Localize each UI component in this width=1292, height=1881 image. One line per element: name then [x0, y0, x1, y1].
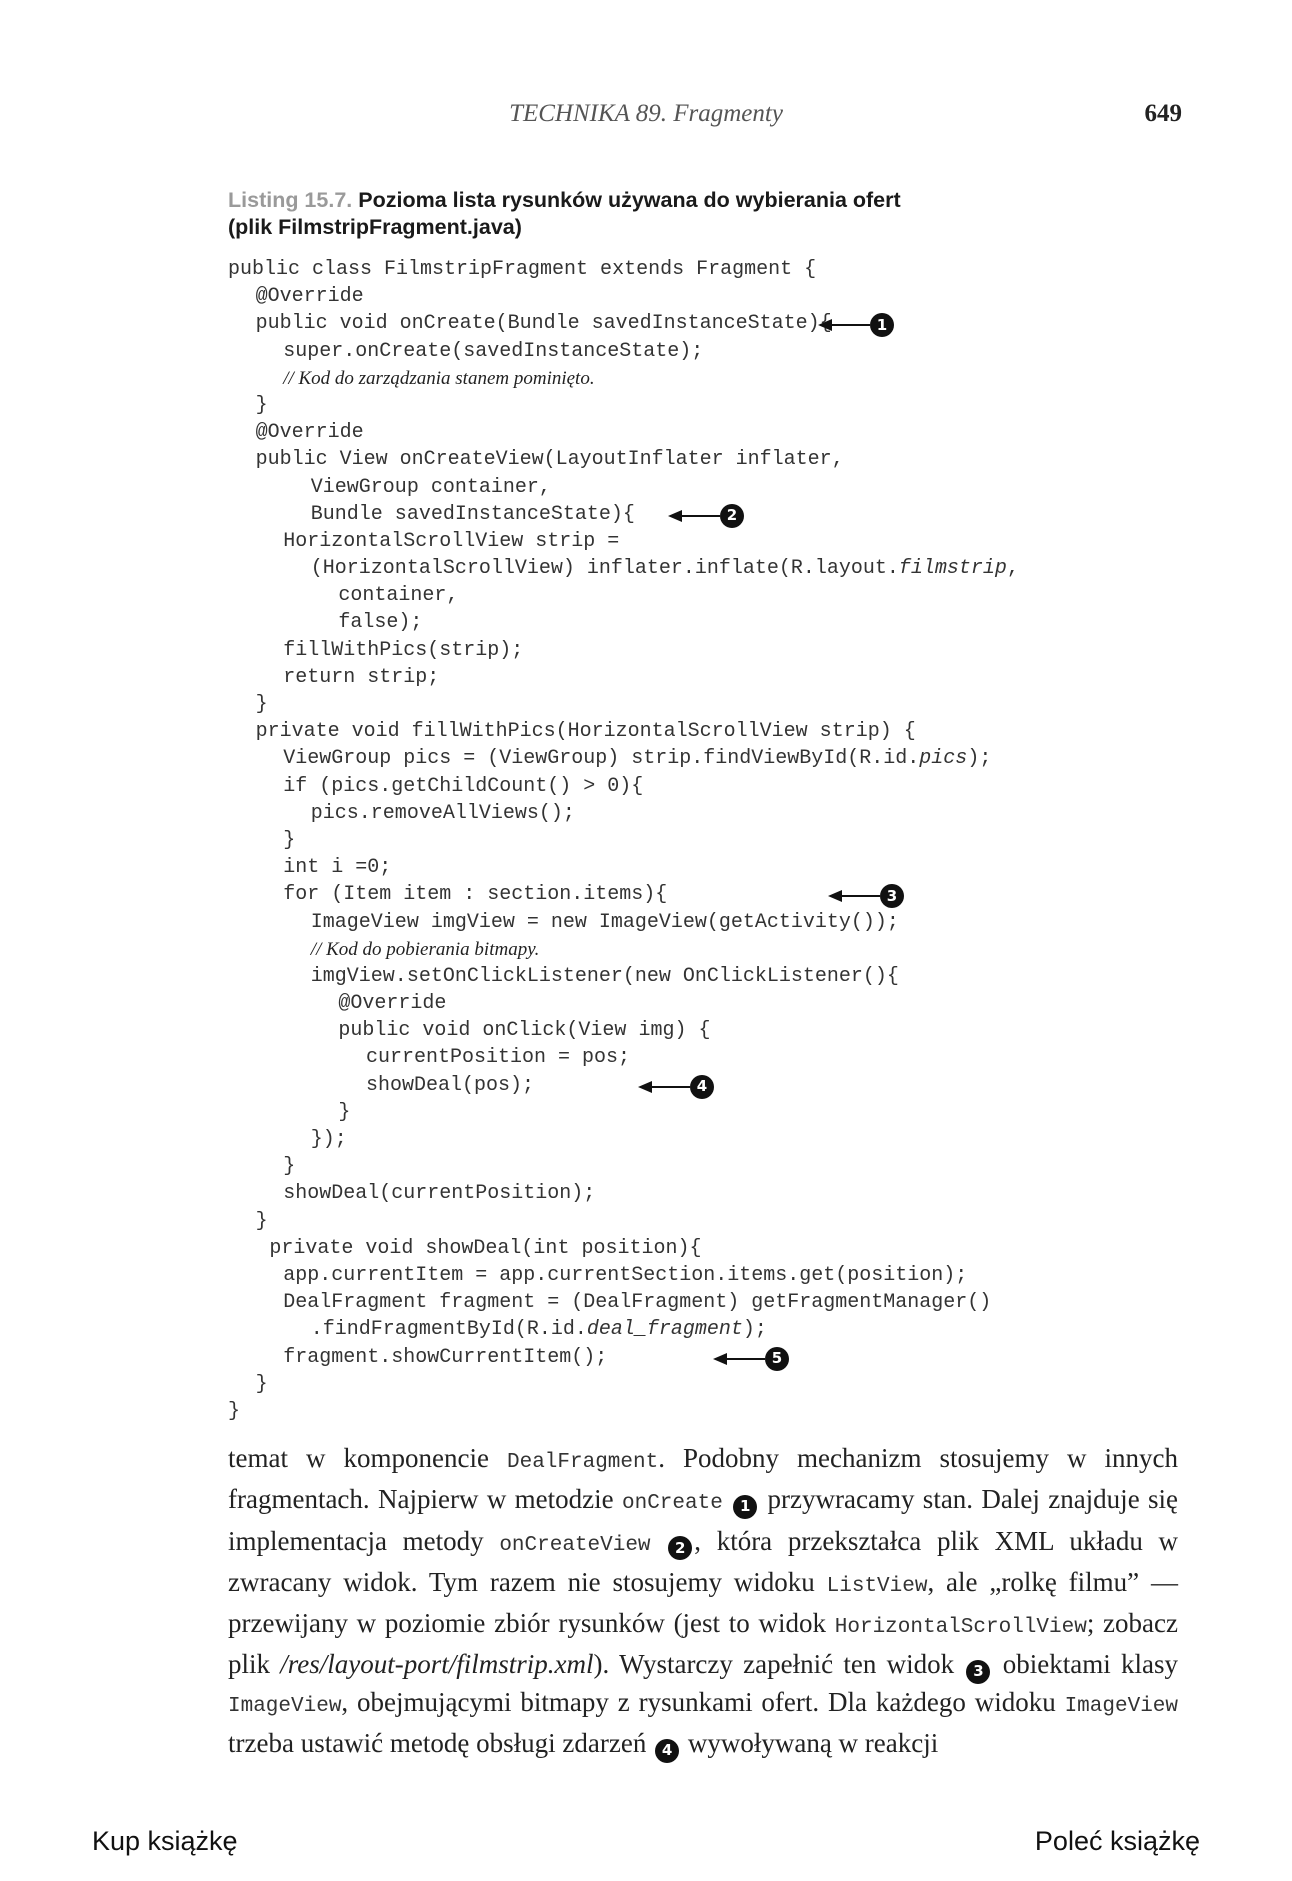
code-line [228, 637, 1128, 664]
code-text: public void onClick(View img) { [338, 1019, 711, 1043]
code-line [228, 827, 1128, 854]
code-italic: pics [919, 747, 968, 771]
code-text: for (Item item : section.items){ [283, 883, 668, 907]
arrow-left-icon [668, 510, 720, 522]
code-text: HorizontalScrollView strip = [283, 529, 620, 553]
callout-badge: 3 [880, 884, 904, 908]
code-line [228, 256, 1128, 283]
text-segment: . Podobny mechanizm stosujemy w innych fragmentach. Najpierw w metodzie [228, 1443, 1178, 1515]
code-line [228, 1099, 1128, 1126]
page-number: 649 [1144, 100, 1182, 127]
code-line [228, 474, 1128, 501]
code-text: imgView.setOnClickListener(new OnClickListener(){ [310, 964, 899, 988]
code-line [228, 1262, 1128, 1289]
code-text: @Override [255, 421, 364, 445]
code-italic: deal_fragment [586, 1318, 743, 1342]
code-line [228, 1235, 1128, 1262]
text-segment: ; zobacz plik [228, 1608, 1178, 1680]
body-paragraph [228, 1440, 1178, 1763]
code-text: if (pics.getChildCount() > 0){ [283, 774, 644, 798]
code-text: } [283, 1155, 296, 1179]
callout-badge: 1 [733, 1495, 757, 1519]
callout-marker [713, 1347, 789, 1371]
code-text: }); [310, 1128, 347, 1151]
code-text: ViewGroup pics = (ViewGroup) strip.findViewById(R.id. [283, 747, 920, 771]
code-text: false); [338, 611, 423, 635]
inline-code: HorizontalScrollView [834, 1616, 1087, 1640]
code-line [228, 881, 1128, 908]
text-segment: obiektami klasy [992, 1649, 1179, 1680]
code-text: public class FilmstripFragment extends Fragment { [228, 258, 817, 281]
code-text: } [255, 693, 268, 716]
callout-badge: 3 [966, 1660, 990, 1684]
code-comment [228, 936, 1128, 963]
code-text: // Kod do zarządzania stanem pominięto. [283, 367, 595, 389]
code-line [228, 745, 1128, 772]
code-listing [228, 256, 1128, 1425]
code-line [228, 555, 1128, 582]
code-comment [228, 365, 1128, 392]
code-line [228, 283, 1128, 310]
text-segment: trzeba ustawić metodę obsługi zdarzeń [228, 1728, 654, 1759]
code-line [228, 1044, 1128, 1071]
listing-label: Listing 15.7. [228, 188, 353, 212]
code-text: public void onCreate(Bundle savedInstanceState){ [255, 312, 832, 336]
recommend-book-link[interactable]: Poleć książkę [1034, 1826, 1200, 1856]
code-text: .findFragmentById(R.id. [310, 1318, 587, 1342]
code-text: // Kod do pobierania bitmapy. [310, 938, 540, 960]
code-text: } [228, 1399, 241, 1423]
code-line [228, 664, 1128, 691]
code-line [228, 392, 1128, 419]
callout-badge: 4 [655, 1739, 679, 1763]
callout-badge: 5 [765, 1347, 789, 1371]
callout-badge: 4 [690, 1075, 714, 1099]
code-text: @Override [338, 992, 447, 1016]
code-line [228, 1289, 1128, 1316]
code-line [228, 1344, 1128, 1371]
code-line [228, 1371, 1128, 1398]
callout-marker [818, 313, 894, 337]
code-line [228, 446, 1128, 473]
inline-code: ImageView [228, 1694, 342, 1718]
callout-marker [828, 884, 904, 908]
callout-badge: 2 [668, 1536, 692, 1560]
code-line [228, 773, 1128, 800]
code-line [228, 1180, 1128, 1207]
inline-code: DealFragment [506, 1451, 659, 1474]
arrow-left-icon [818, 319, 870, 331]
callout-marker [668, 504, 744, 528]
arrow-left-icon [828, 890, 880, 902]
code-line [228, 963, 1128, 990]
code-text: ImageView imgView = new ImageView(getActivity()); [310, 910, 899, 934]
code-line [228, 1126, 1128, 1153]
code-line [228, 718, 1128, 745]
code-text: @Override [255, 285, 364, 309]
code-text: } [338, 1100, 351, 1124]
inline-code: ListView [826, 1574, 928, 1598]
code-line [228, 1316, 1128, 1343]
text-segment: przywracamy stan. Dalej znajduje się implementacja metody [228, 1484, 1179, 1556]
text-segment: ). Wystarczy zapełnić ten widok [593, 1649, 965, 1680]
code-line [228, 338, 1128, 365]
code-text: } [255, 1209, 268, 1233]
code-text: DealFragment fragment = (DealFragment) getFragmentManager() [283, 1291, 992, 1315]
code-text: int i =0; [283, 856, 392, 880]
code-text: fillWithPics(strip); [283, 638, 524, 662]
code-line [228, 1153, 1128, 1180]
text-segment: temat w komponencie [228, 1443, 507, 1473]
buy-book-link[interactable]: Kup książkę [92, 1826, 238, 1856]
code-line [228, 1398, 1128, 1425]
code-text: super.onCreate(savedInstanceState); [283, 339, 704, 363]
code-text: private void fillWithPics(HorizontalScrollView strip) { [255, 720, 916, 744]
callout-marker [638, 1075, 714, 1099]
listing-title-line1: Pozioma lista rysunków używana do wybierania ofert [358, 188, 901, 212]
code-text: } [283, 828, 296, 852]
code-text: app.currentItem = app.currentSection.items.get(position); [283, 1263, 968, 1287]
code-line [228, 419, 1128, 446]
code-line [228, 800, 1128, 827]
code-text: return strip; [283, 665, 440, 689]
code-text: showDeal(currentPosition); [283, 1182, 596, 1206]
arrow-left-icon [638, 1081, 690, 1093]
code-text: private void showDeal(int position){ [269, 1236, 702, 1260]
listing-title-line2: (plik FilmstripFragment.java) [228, 215, 522, 239]
code-text: showDeal(pos); [366, 1073, 535, 1097]
code-line [228, 854, 1128, 881]
code-text: container, [338, 584, 459, 608]
text-segment: , obejmującymi bitmapy z rysunkami ofert. Dla każdego widoku [341, 1686, 1065, 1717]
text-segment: wywoływaną w reakcji [681, 1728, 939, 1759]
code-text: currentPosition = pos; [366, 1046, 631, 1070]
code-italic: filmstrip [898, 557, 1007, 581]
code-text: } [255, 393, 268, 417]
code-line [228, 691, 1128, 718]
code-text: Bundle savedInstanceState){ [310, 502, 635, 526]
code-text: pics.removeAllViews(); [310, 801, 575, 825]
inline-code: onCreate [622, 1492, 723, 1516]
code-text: ViewGroup container, [310, 475, 551, 499]
inline-code: onCreateView [499, 1533, 651, 1557]
code-text: ); [742, 1318, 767, 1342]
code-text: fragment.showCurrentItem(); [283, 1345, 608, 1369]
code-line [228, 909, 1128, 936]
code-line [228, 1208, 1128, 1235]
callout-badge: 2 [720, 504, 744, 528]
code-line [228, 990, 1128, 1017]
code-line [228, 609, 1128, 636]
running-head: TECHNIKA 89. Fragmenty [509, 100, 783, 127]
listing-caption [228, 187, 1088, 241]
text-segment: , ale „rolkę filmu” — przewijany w poziomie zbiór rysunków (jest to widok [228, 1566, 1178, 1639]
code-line [228, 528, 1128, 555]
code-text: (HorizontalScrollView) inflater.inflate(R.layout. [310, 557, 899, 581]
code-line [228, 501, 1128, 528]
code-line [228, 1017, 1128, 1044]
code-text: ); [967, 747, 992, 771]
code-line [228, 310, 1128, 337]
inline-code: ImageView [1064, 1694, 1178, 1718]
arrow-left-icon [713, 1353, 765, 1365]
text-segment: , która przekształca plik XML układu w zwracany widok. Tym razem nie stosujemy widoku [228, 1525, 1179, 1597]
code-text: , [1006, 557, 1019, 581]
file-path: /res/layout-port/filmstrip.xml [280, 1649, 594, 1680]
code-line [228, 1072, 1128, 1099]
callout-badge: 1 [870, 313, 894, 337]
code-text: public View onCreateView(LayoutInflater inflater, [255, 448, 844, 472]
code-line [228, 582, 1128, 609]
code-text: } [255, 1372, 268, 1396]
